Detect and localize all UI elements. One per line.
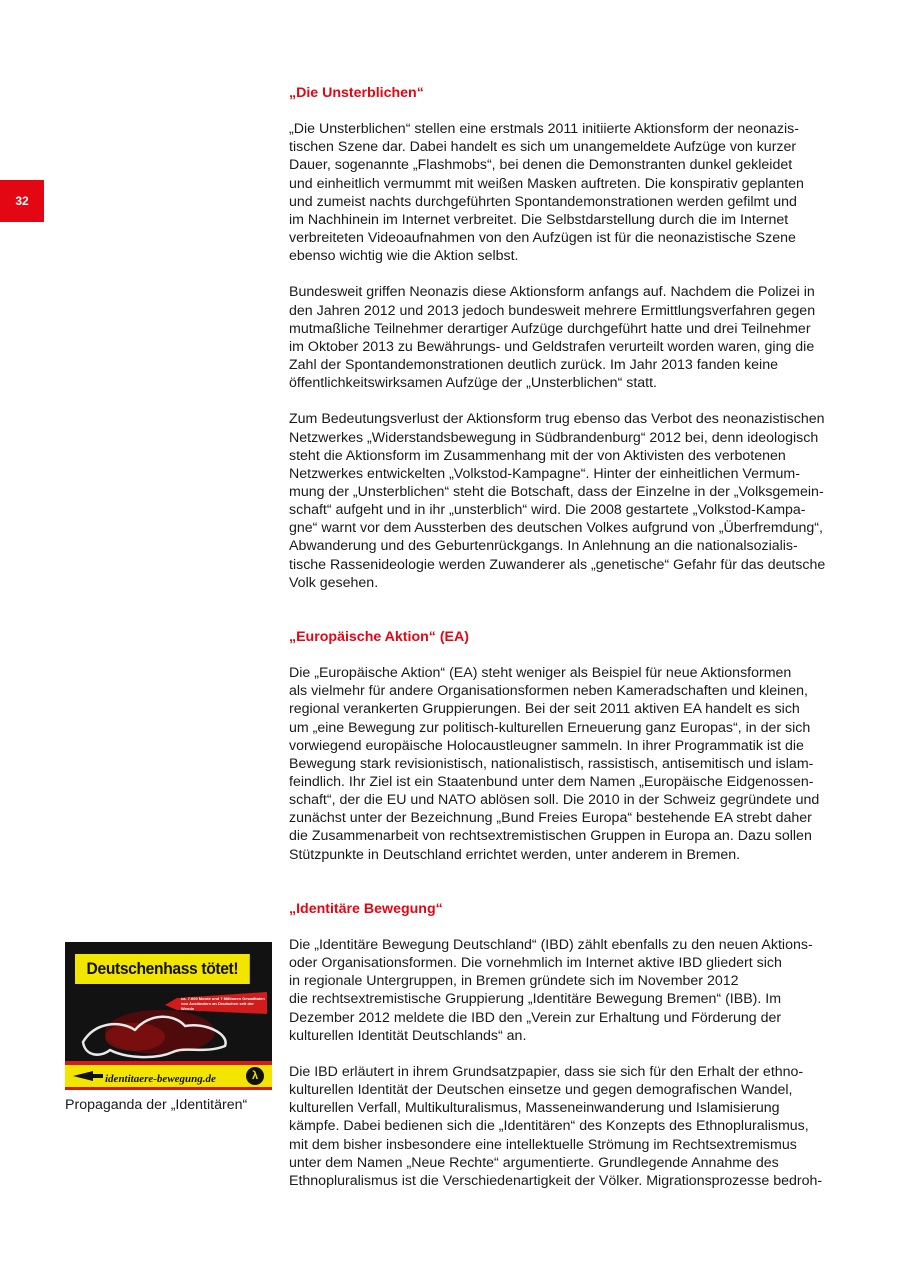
text-line: Die „Identitäre Bewegung Deutschland“ (IBD) zählt ebenfalls zu den neuen Aktions- (289, 936, 813, 953)
text-line: Die „Europäische Aktion“ (EA) steht weniger als Beispiel für neue Aktionsformen (289, 665, 792, 682)
text-line: Bundesweit griffen Neonazis diese Aktionsform anfangs auf. Nachdem die Polizei in (289, 284, 815, 301)
text-line: kämpfe. Dabei bedienen sich die „Identitären“ des Konzepts des Ethnopluralismus, (289, 1118, 809, 1135)
text-line: Dauer, sogenannte „Flashmobs“, bei denen die Demonstranten dunkel gekleidet (289, 157, 793, 174)
article-body (289, 84, 839, 1190)
text-line: kulturellen Identität Deutschlands“ an. (289, 1027, 527, 1044)
text-line: und einheitlich vermummt mit weißen Masken auftreten. Die konspirativ geplanten (289, 175, 804, 192)
text-line: mit dem bisher insbesondere eine intellektuelle Strömung im Rechtsextremismus (289, 1136, 797, 1153)
text-line: steht die Aktionsform im Zusammenhang mit der von Aktivisten des verbotenen (289, 447, 786, 464)
text-line: feindlich. Ihr Ziel ist ein Staatenbund unter dem Namen „Europäische Eidgenossen- (289, 774, 814, 790)
paragraph (289, 1063, 839, 1190)
text-line: in regionale Untergruppen, in Bremen gründete sich im November 2012 (289, 973, 739, 990)
text-line: regional verankerten Gruppierungen. Bei der seit 2011 aktiven EA handelt es sich (289, 701, 800, 718)
text-line: ebenso wichtig wie die Aktion selbst. (289, 248, 519, 265)
poster-stat-line: von Ausländern an Deutschen seit der Wende (181, 1001, 254, 1011)
text-line: verbreiteten Videoaufnahmen von den Aufzügen ist für die neonazistische Szene (289, 230, 796, 247)
figure-caption: Propaganda der „Identitären“ (65, 1097, 248, 1113)
text-line: kulturellen Identität der Deutschen einsetze und gegen demografischen Wandel, (289, 1082, 793, 1099)
text-line: tische Rassenideologie werden Zuwanderer als „genetische“ Gefahr für das deutsche (289, 556, 826, 573)
text-line: mutmaßliche Teilnehmer derartiger Aufzüge durchgeführt hatte und drei Teilnehmer (289, 320, 811, 337)
text-line: Stützpunkte in Deutschland errichtet werden, unter anderem in Bremen. (289, 846, 741, 863)
text-line: im Nachhinein im Internet verbreitet. Die Selbstdarstellung durch die im Internet (289, 211, 789, 228)
section-heading-identitaere-bewegung: „Identitäre Bewegung“ (289, 900, 443, 917)
paragraph (289, 664, 839, 864)
poster-stat-line: ca. 7.000 Morde und 7 Millionen Gewalttaten (181, 996, 265, 1001)
poster-url: identitaere-bewegung.de (105, 1073, 216, 1085)
text-line: Dezember 2012 meldete die IBD den „Verein zur Erhaltung und Förderung der (289, 1009, 782, 1026)
text-line: schaft“, der die EU und NATO ablösen soll. Die 2010 in der Schweiz gegründete und (289, 792, 820, 809)
propaganda-figure (65, 942, 272, 1114)
page-number-tab (0, 180, 44, 222)
text-line: im Oktober 2013 zu Bewährungs- und Geldstrafen verurteilt worden waren, ging die (289, 338, 815, 355)
text-line: die rechtsextremistische Gruppierung „Identitäre Bewegung Bremen“ (IBB). Im (289, 991, 782, 1008)
text-line: Ethnopluralismus ist die Verschiedenartigkeit der Völker. Migrationsprozesse bedroh- (289, 1172, 823, 1189)
page-number: 32 (15, 194, 29, 208)
propaganda-poster-image (65, 942, 272, 1090)
poster-stripe-red-bottom (65, 1087, 272, 1090)
paragraph (289, 410, 839, 592)
text-line: Abwanderung und des Geburtenrückgangs. In Anlehnung an die nationalsozialis- (289, 538, 798, 555)
paragraph (289, 936, 839, 1045)
text-line: vorwiegend europäische Holocaustleugner sammeln. In ihrer Programmatik ist die (289, 737, 804, 754)
text-line: die Zusammenarbeit von rechtsextremistischen Gruppen in Europa an. Dazu sollen (289, 828, 812, 845)
text-line: mung der „Unsterblichen“ steht die Botschaft, dass der Einzelne in der „Volksgemein- (289, 483, 824, 500)
text-line: oder Organisationsformen. Die vornehmlich im Internet aktive IBD gliedert sich (289, 955, 782, 972)
text-line: Netzwerkes entwickelten „Volkstod-Kampagne“. Hinter der einheitlichen Vermum- (289, 465, 800, 482)
arrow-icon (73, 1069, 103, 1083)
lambda-logo-icon: λ (246, 1067, 264, 1085)
text-line: „Die Unsterblichen“ stellen eine erstmals 2011 initiierte Aktionsform der neonazis- (289, 121, 799, 138)
text-line: Bewegung stark revisionistisch, nationalistisch, rassistisch, antisemitisch und islam- (289, 755, 814, 772)
text-line: Zum Bedeutungsverlust der Aktionsform trug ebenso das Verbot des neonazistischen (289, 411, 825, 428)
text-line: zunächst unter der Bezeichnung „Bund Freies Europa“ bestehende EA strebt daher (289, 810, 812, 827)
text-line: kulturellen Verfall, Multikulturalismus, Masseneinwanderung und Islamisierung (289, 1100, 780, 1117)
text-line: Die IBD erläutert in ihrem Grundsatzpapier, dass sie sich für den Erhalt der ethno- (289, 1063, 804, 1080)
paragraph (289, 120, 839, 265)
text-line: um „eine Bewegung zur politisch-kulturellen Erneuerung ganz Europas“, in der sich (289, 719, 811, 736)
text-line: schaft“ aufgeht und in ihr „unsterblich“ wird. Die 2008 gestartete „Volkstod-Kampa- (289, 502, 806, 519)
section-heading-unsterblichen: „Die Unsterblichen“ (289, 85, 424, 101)
text-line: Zahl der Spontandemonstrationen deutlich zurück. Im Jahr 2013 fanden keine (289, 357, 778, 374)
section-heading-europaeische-aktion: „Europäische Aktion“ (EA) (289, 628, 469, 645)
text-line: Netzwerkes „Widerstandsbewegung in Südbrandenburg“ 2012 bei, denn ideologisch (289, 429, 819, 446)
paragraph (289, 283, 839, 392)
text-line: Volk gesehen. (289, 574, 379, 591)
text-line: als vielmehr für andere Organisationsformen neben Kameradschaften und kleinen, (289, 683, 808, 700)
poster-headline: Deutschenhass tötet! (75, 954, 250, 984)
text-line: unter dem Namen „Neue Rechte“ argumentierte. Grundlegende Annahme des (289, 1154, 779, 1171)
text-line: den Jahren 2012 und 2013 jedoch bundesweit mehrere Ermittlungsverfahren gegen (289, 302, 816, 319)
text-line: gne“ warnt vor dem Aussterben des deutschen Volkes aufgrund von „Überfremdung“, (289, 520, 823, 537)
text-line: und zumeist nachts durchgeführten Spontandemonstrationen werden gefilmt und (289, 193, 797, 210)
text-line: tischen Szene dar. Dabei handelt es sich um unangemeldete Aufzüge von kurzer (289, 139, 797, 156)
text-line: öffentlichkeitswirksamen Aufzüge der „Unsterblichen“ statt. (289, 375, 657, 392)
poster-stat-text (181, 996, 267, 1011)
